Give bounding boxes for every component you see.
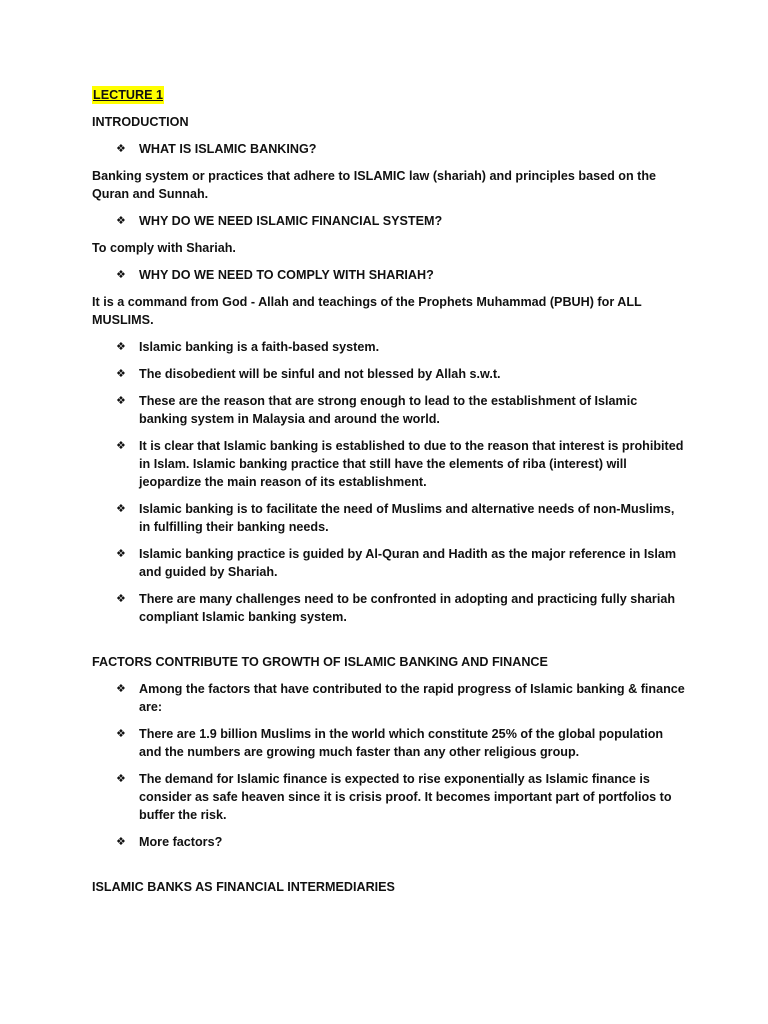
- list-item-text: These are the reason that are strong enough to lead to the establishment of Islamic banking system in Malaysia and around the world.: [139, 394, 638, 426]
- diamond-bullet-icon: ❖: [116, 340, 126, 353]
- factors-heading: FACTORS CONTRIBUTE TO GROWTH OF ISLAMIC BANKING AND FINANCE: [92, 655, 548, 669]
- list-item-text: More factors?: [139, 835, 223, 849]
- list-item: [92, 338, 688, 356]
- diamond-bullet-icon: ❖: [116, 142, 126, 155]
- list-item: [92, 680, 688, 716]
- diamond-bullet-icon: ❖: [116, 394, 126, 407]
- question-1-list: [92, 140, 688, 158]
- answer-2: To comply with Shariah.: [92, 241, 236, 255]
- diamond-bullet-icon: ❖: [116, 547, 126, 560]
- key-points-list: [92, 338, 688, 626]
- list-item: [92, 500, 688, 536]
- diamond-bullet-icon: ❖: [116, 268, 126, 281]
- spacer: [92, 860, 688, 878]
- list-item: [92, 437, 688, 491]
- question-2-text: WHY DO WE NEED ISLAMIC FINANCIAL SYSTEM?: [139, 214, 443, 228]
- list-item-text: There are many challenges need to be confronted in adopting and practicing fully shariah compliant Islamic banking system.: [139, 592, 676, 624]
- intermediaries-heading: ISLAMIC BANKS AS FINANCIAL INTERMEDIARIES: [92, 880, 395, 894]
- answer-3: It is a command from God - Allah and teachings of the Prophets Muhammad (PBUH) for ALL MUSLIMS.: [92, 295, 642, 327]
- list-item: [92, 392, 688, 428]
- list-item-text: Islamic banking practice is guided by Al-Quran and Hadith as the major reference in Islam and guided by Shariah.: [139, 547, 677, 579]
- question-3-list: [92, 266, 688, 284]
- diamond-bullet-icon: ❖: [116, 835, 126, 848]
- question-1: [92, 140, 688, 158]
- list-item-text: The demand for Islamic finance is expected to rise exponentially as Islamic finance is consider as safe heaven since it is crisis proof. It becomes important part of portfolios to buffer the risk.: [139, 772, 672, 822]
- diamond-bullet-icon: ❖: [116, 727, 126, 740]
- lecture-title: [92, 86, 688, 104]
- factors-list: [92, 680, 688, 851]
- lecture-label: LECTURE 1: [93, 88, 163, 102]
- question-3: [92, 266, 688, 284]
- spacer: [92, 635, 688, 653]
- diamond-bullet-icon: ❖: [116, 592, 126, 605]
- answer-1: Banking system or practices that adhere to ISLAMIC law (shariah) and principles based on the Quran and Sunnah.: [92, 169, 657, 201]
- diamond-bullet-icon: ❖: [116, 682, 126, 695]
- question-2-list: [92, 212, 688, 230]
- list-item: [92, 770, 688, 824]
- diamond-bullet-icon: ❖: [116, 214, 126, 227]
- list-item-text: Among the factors that have contributed to the rapid progress of Islamic banking & finance are:: [139, 682, 685, 714]
- diamond-bullet-icon: ❖: [116, 439, 126, 452]
- list-item: [92, 365, 688, 383]
- diamond-bullet-icon: ❖: [116, 367, 126, 380]
- introduction-heading: INTRODUCTION: [92, 115, 189, 129]
- list-item-text: There are 1.9 billion Muslims in the world which constitute 25% of the global population and the numbers are growing much faster than any other religious group.: [139, 727, 664, 759]
- list-item-text: The disobedient will be sinful and not blessed by Allah s.w.t.: [139, 367, 501, 381]
- list-item-text: Islamic banking is a faith-based system.: [139, 340, 380, 354]
- document-page: [92, 86, 688, 905]
- list-item: [92, 833, 688, 851]
- question-2: [92, 212, 688, 230]
- list-item: [92, 590, 688, 626]
- diamond-bullet-icon: ❖: [116, 772, 126, 785]
- list-item: [92, 545, 688, 581]
- question-3-text: WHY DO WE NEED TO COMPLY WITH SHARIAH?: [139, 268, 434, 282]
- diamond-bullet-icon: ❖: [116, 502, 126, 515]
- list-item-text: Islamic banking is to facilitate the need of Muslims and alternative needs of non-Muslims, in fulfilling their banking needs.: [139, 502, 675, 534]
- question-1-text: WHAT IS ISLAMIC BANKING?: [139, 142, 317, 156]
- list-item-text: It is clear that Islamic banking is established to due to the reason that interest is prohibited in Islam. Islamic banking practice that still have the elements of riba (interest) will jeopardize the main reason of its establishment.: [139, 439, 684, 489]
- list-item: [92, 725, 688, 761]
